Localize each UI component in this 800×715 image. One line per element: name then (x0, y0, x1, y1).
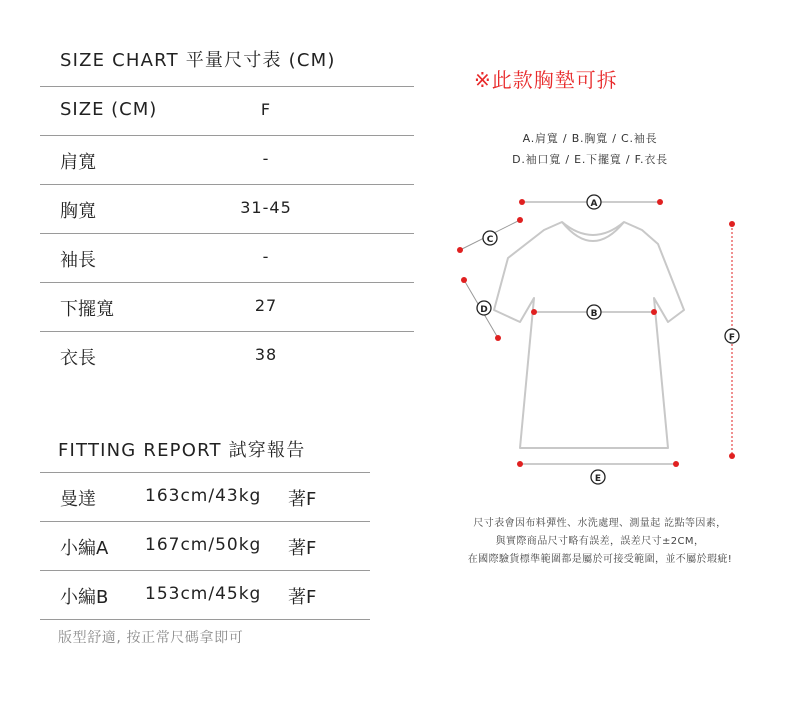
size-row-shoulder (40, 135, 414, 184)
size-row-value: - (262, 149, 270, 168)
size-row-chest (40, 184, 414, 233)
fitting-size: 著F (288, 489, 317, 510)
disclaimer-line-1: 尺寸表會因布料彈性、水洗處理、測量起 訖點等因素， (473, 518, 727, 529)
fitting-report-title: FITTING REPORT 試穿報告 (58, 440, 306, 461)
marker-d: D (480, 305, 488, 315)
size-row-value: - (262, 247, 270, 266)
fitting-note: 版型舒適, 按正常尺碼拿即可 (58, 630, 244, 646)
measure-line-c (457, 217, 523, 253)
size-row-label: 衣長 (60, 348, 96, 369)
size-row-label: 胸寬 (60, 201, 96, 222)
size-row-value: 31-45 (240, 198, 292, 217)
marker-b: B (590, 309, 598, 319)
fitting-size: 著F (288, 587, 317, 608)
tshirt-measurement-diagram (440, 180, 760, 490)
measure-line-b (531, 305, 657, 319)
size-row-value: 38 (254, 345, 278, 364)
measurement-legend-line-2: D.袖口寬 / E.下擺寬 / F.衣長 (512, 153, 668, 166)
size-row-length (40, 331, 414, 380)
disclaimer-line-2: 與實際商品尺寸略有誤差，誤差尺寸±2CM， (495, 536, 705, 547)
tshirt-neck-trim (562, 222, 624, 241)
fitting-name: 小編B (60, 587, 109, 608)
fitting-row (40, 472, 370, 521)
marker-f: F (728, 333, 736, 343)
size-header-value: F (260, 100, 272, 119)
size-chart-title: SIZE CHART 平量尺寸表 (CM) (60, 50, 336, 71)
fitting-name: 小編A (60, 538, 109, 559)
marker-c: C (486, 235, 494, 245)
size-chart-header-row (40, 86, 414, 135)
measurement-legend-line-1: A.肩寬 / B.胸寬 / C.袖長 (522, 132, 658, 145)
tshirt-outline (494, 222, 684, 448)
fitting-row (40, 521, 370, 570)
disclaimer-line-3: 在國際驗貨標準範圍都是屬於可接受範圍，並不屬於瑕疵! (467, 554, 733, 565)
size-row-value: 27 (254, 296, 278, 315)
fitting-size: 著F (288, 538, 317, 559)
size-row-label: 下擺寬 (60, 299, 114, 320)
size-row-hem (40, 282, 414, 331)
fitting-measure: 163cm/43kg (145, 486, 262, 506)
fitting-measure: 153cm/45kg (145, 584, 262, 604)
size-row-label: 肩寬 (60, 152, 96, 173)
fitting-measure: 167cm/50kg (145, 535, 262, 555)
removable-pad-notice: ※此款胸墊可拆 (474, 68, 618, 92)
measure-line-a (519, 195, 663, 209)
measure-line-e (517, 461, 679, 484)
size-row-label: 袖長 (60, 250, 96, 271)
fitting-report-table (40, 472, 370, 620)
marker-e: E (594, 474, 602, 484)
size-row-sleeve (40, 233, 414, 282)
measure-line-f (725, 221, 739, 459)
fitting-row (40, 570, 370, 620)
size-chart-table (40, 86, 414, 380)
size-header-label: SIZE (CM) (60, 99, 158, 120)
marker-a: A (590, 199, 598, 209)
fitting-name: 曼達 (60, 489, 96, 510)
